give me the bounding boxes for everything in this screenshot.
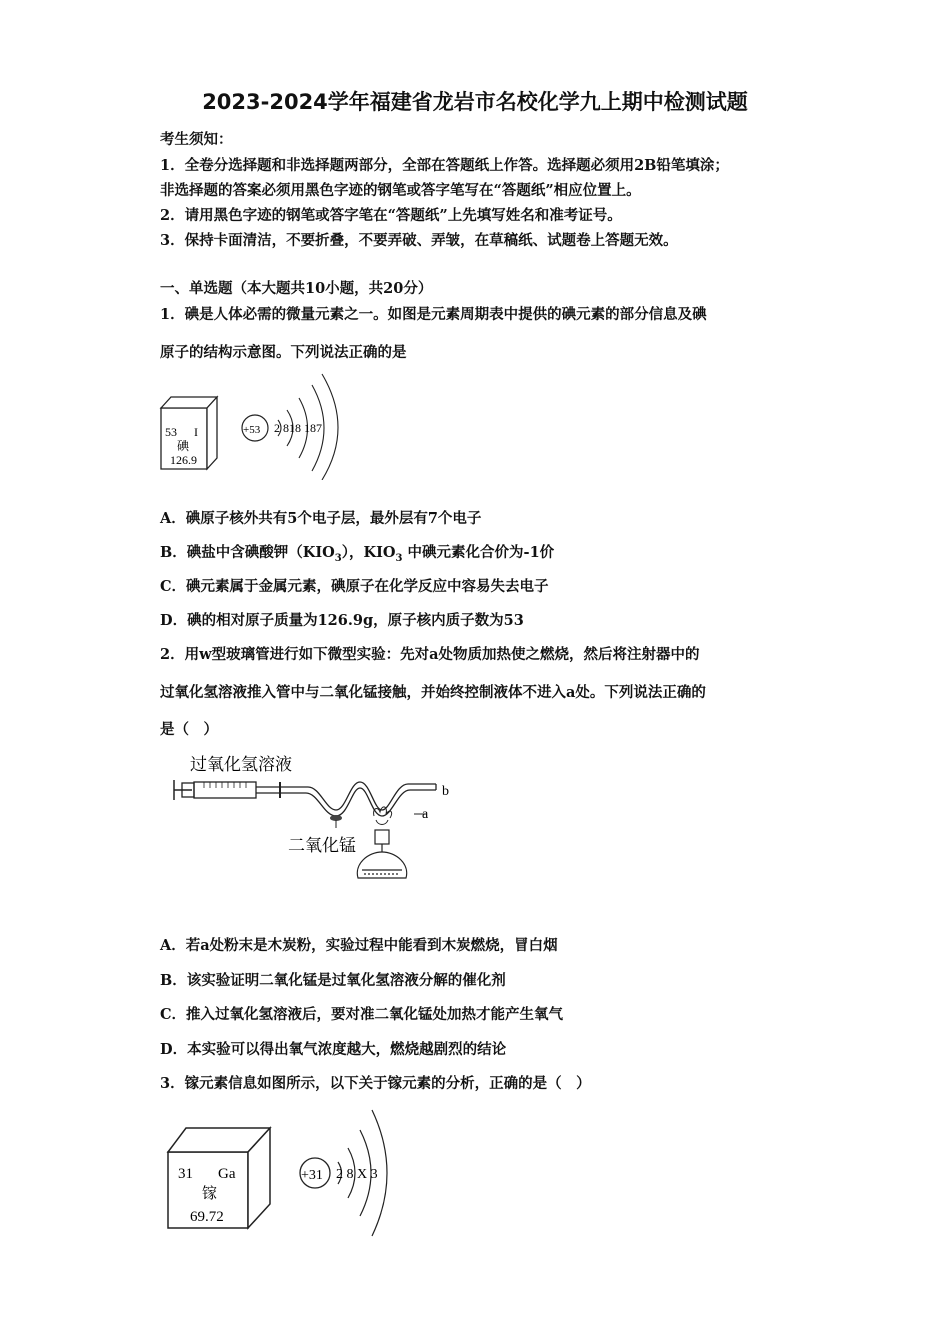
element-name: 碘 xyxy=(177,439,190,453)
element-name: 镓 xyxy=(202,1186,218,1202)
notice-item: 3．保持卡面清洁，不要折叠，不要弄破、弄皱，在草稿纸、试题卷上答题无效。 xyxy=(160,232,678,249)
electron-shells: 2 818 187 xyxy=(274,421,322,435)
q1-iodine-figure xyxy=(158,368,358,480)
syringe xyxy=(174,780,280,800)
q1-stem: 1．碘是人体必需的微量元素之一。如图是元素周期表中提供的碘元素的部分信息及碘 xyxy=(160,306,707,323)
nucleus-charge: +31 xyxy=(301,1168,323,1183)
notice-item: 非选择题的答案必须用黑色字迹的钢笔或答字笔写在“答题纸”相应位置上。 xyxy=(160,182,641,199)
q1-stem: 原子的结构示意图。下列说法正确的是 xyxy=(160,344,407,361)
label-mno2: 二氧化锰 xyxy=(288,836,356,855)
atomic-mass: 69.72 xyxy=(190,1209,224,1225)
label-b: b xyxy=(442,784,449,799)
q3-stem: 3．镓元素信息如图所示，以下关于镓元素的分析，正确的是（ ） xyxy=(160,1075,591,1092)
q2-option-a: A．若a处粉末是木炭粉，实验过程中能看到木炭燃烧，冒白烟 xyxy=(160,937,558,954)
section-heading: 一、单选题（本大题共10小题，共20分） xyxy=(160,280,433,297)
w-tube xyxy=(280,782,436,816)
notice-item: 2．请用黑色字迹的钢笔或答字笔在“答题纸”上先填写姓名和准考证号。 xyxy=(160,207,622,224)
atom-structure xyxy=(300,1110,387,1236)
electron-shells: 2 8 X 3 xyxy=(336,1167,378,1182)
nucleus-charge: +53 xyxy=(243,424,261,436)
q2-apparatus-figure xyxy=(168,748,468,896)
q2-stem: 2．用w型玻璃管进行如下微型实验：先对a处物质加热使之燃烧，然后将注射器中的 xyxy=(160,646,700,663)
q2-option-d: D．本实验可以得出氧气浓度越大，燃烧越剧烈的结论 xyxy=(160,1041,507,1058)
q1-option-d: D．碘的相对原子质量为126.9g，原子核内质子数为53 xyxy=(160,612,524,629)
element-card xyxy=(161,397,217,469)
atom-structure xyxy=(242,374,338,480)
atomic-number: 31 xyxy=(178,1166,193,1182)
q2-option-c: C．推入过氧化氢溶液后，要对准二氧化锰处加热才能产生氧气 xyxy=(160,1006,564,1023)
q2-option-b: B．该实验证明二氧化锰是过氧化氢溶液分解的催化剂 xyxy=(160,972,506,989)
atomic-mass: 126.9 xyxy=(170,453,197,467)
mno2-powder xyxy=(330,815,342,828)
q2-stem: 过氧化氢溶液推入管中与二氧化锰接触，并始终控制液体不进入a处。下列说法正确的 xyxy=(160,684,706,701)
label-syringe: 过氧化氢溶液 xyxy=(190,755,292,774)
label-a: a xyxy=(422,807,429,822)
element-symbol: Ga xyxy=(218,1166,236,1182)
q2-stem: 是（ ） xyxy=(160,721,218,738)
notice-item: 1．全卷分选择题和非选择题两部分，全部在答题纸上作答。选择题必须用2B铅笔填涂； xyxy=(160,157,729,174)
q1-option-b: B．碘盐中含碘酸钾$(KIO_3)$，$KIO_3$ 中碘元素化合价为-1价 xyxy=(160,544,555,564)
q1-option-c: C．碘元素属于金属元素，碘原子在化学反应中容易失去电子 xyxy=(160,578,549,595)
element-card xyxy=(168,1128,270,1228)
page-title: 2023-2024学年福建省龙岩市名校化学九上期中检测试题 xyxy=(202,90,748,114)
element-symbol: I xyxy=(194,425,198,439)
atomic-number: 53 xyxy=(165,425,177,439)
q1-option-a: A．碘原子核外共有5个电子层，最外层有7个电子 xyxy=(160,510,482,527)
alcohol-lamp xyxy=(357,830,406,878)
q3-gallium-figure xyxy=(160,1100,410,1250)
notice-heading: 考生须知： xyxy=(160,131,233,148)
